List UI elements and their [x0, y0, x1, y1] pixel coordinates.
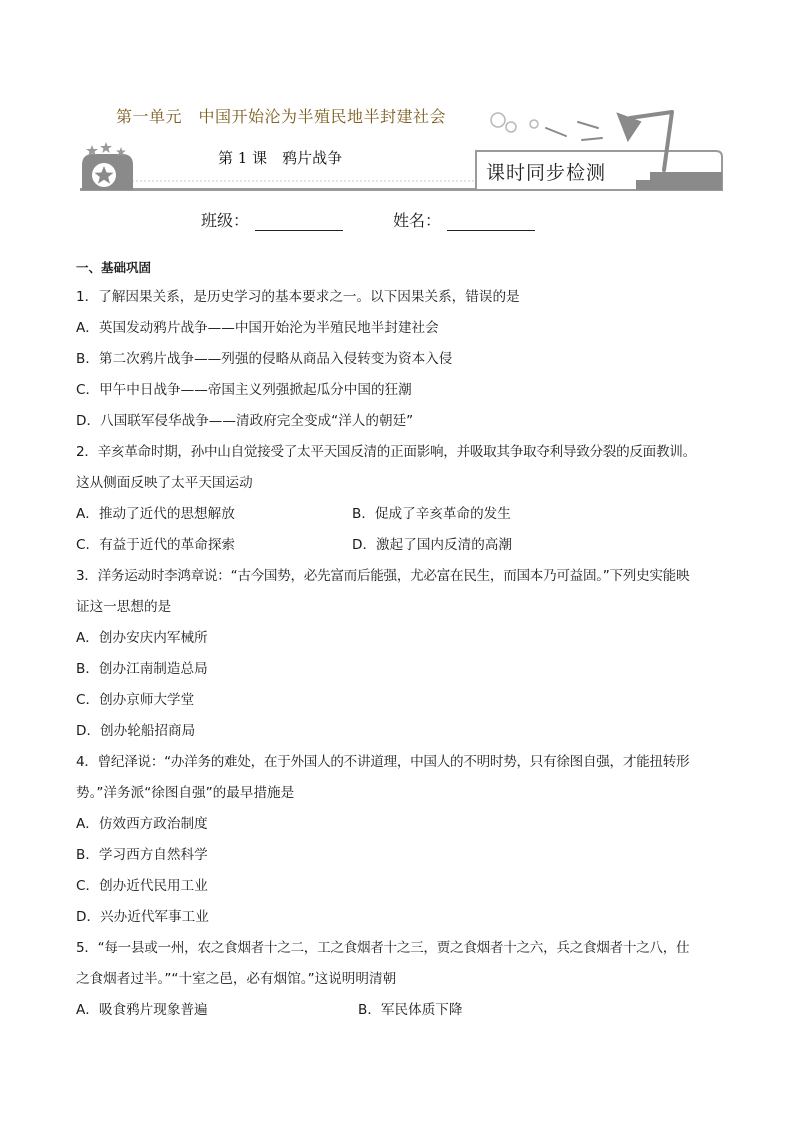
answer-option: A．吸食鸦片现象普遍	[76, 1002, 208, 1018]
answer-option: C．甲午中日战争——帝国主义列强掀起瓜分中国的狂潮	[76, 382, 412, 398]
question-stem: 1．了解因果关系，是历史学习的基本要求之一。以下因果关系，错误的是	[76, 289, 520, 305]
answer-option: B．创办江南制造总局	[76, 661, 208, 677]
answer-option: A．英国发动鸦片战争——中国开始沦为半殖民地半封建社会	[76, 320, 439, 336]
answer-option: A．推动了近代的思想解放	[76, 506, 235, 522]
question-stem: 证这一思想的是	[76, 599, 172, 615]
bubble-decoration-icon	[491, 113, 538, 132]
question-stem: 4．曾纪泽说：“办洋务的难处，在于外国人的不讲道理，中国人的不明时势，只有徐图自强，才能扭转形	[76, 754, 690, 770]
question-stem: 3．洋务运动时李鸿章说：“古今国势，必先富而后能强，尤必富在民生，而国本乃可益固。”下列史实能映	[76, 568, 690, 584]
banner-label: 课时同步检测	[486, 162, 607, 184]
answer-option: D．创办轮船招商局	[76, 723, 196, 739]
answer-option: B．学习西方自然科学	[76, 847, 208, 863]
answer-option: A．仿效西方政治制度	[76, 816, 208, 832]
option-row	[76, 995, 726, 1026]
answer-option: D．八国联军侵华战争——清政府完全变成“洋人的朝廷”	[76, 413, 414, 429]
class-field	[201, 208, 343, 231]
name-blank[interactable]	[447, 212, 535, 231]
star-badge-icon	[82, 142, 133, 190]
question-stem: 这从侧面反映了太平天国运动	[76, 475, 253, 491]
option-row	[76, 499, 726, 530]
answer-option: D．兴办近代军事工业	[76, 909, 209, 925]
class-label: 班级：	[201, 211, 250, 230]
unit-title: 第一单元 中国开始沦为半殖民地半封建社会	[116, 107, 447, 126]
question-stem: 势。”洋务派“徐图自强”的最早措施是	[76, 785, 295, 801]
option-row	[76, 530, 726, 561]
section-title: 一、基础巩固	[76, 260, 152, 275]
answer-option: B．军民体质下降	[358, 1002, 463, 1018]
question-stem: 之食烟者过半。”“十室之邑，必有烟馆。”这说明明清朝	[76, 971, 397, 987]
answer-option: C．创办京师大学堂	[76, 692, 195, 708]
answer-option: C．有益于近代的革命探索	[76, 537, 236, 553]
lesson-title: 第 1 课 鸦片战争	[218, 149, 343, 167]
answer-option: B．第二次鸦片战争——列强的侵略从商品入侵转变为资本入侵	[76, 351, 453, 367]
answer-option: C．创办近代民用工业	[76, 878, 208, 894]
question-stem: 2．辛亥革命时期，孙中山自觉接受了太平天国反清的正面影响，并吸取其争取夺利导致分裂的反面教训。	[76, 444, 696, 460]
answer-option: B．促成了辛亥革命的发生	[352, 506, 511, 522]
answer-option: D．激起了国内反清的高潮	[352, 537, 512, 553]
class-blank[interactable]	[255, 212, 343, 231]
name-field	[393, 208, 535, 231]
question-stem: 5．“每一县或一州，农之食烟者十之二，工之食烟者十之三，贾之食烟者十之六，兵之食烟者十之八，仕	[76, 940, 690, 956]
question-list	[76, 282, 726, 1026]
answer-option: A．创办安庆内军械所	[76, 630, 208, 646]
name-label: 姓名：	[393, 211, 442, 230]
